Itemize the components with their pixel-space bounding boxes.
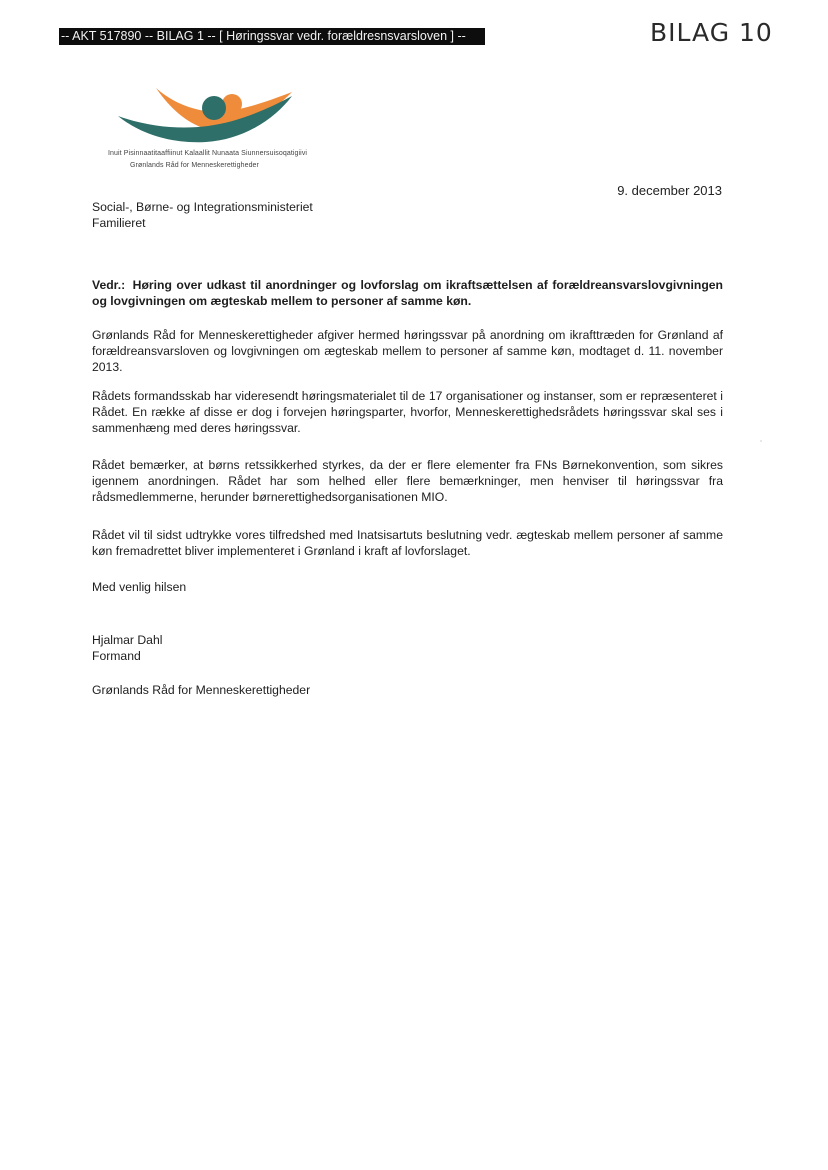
scan-speck bbox=[760, 440, 762, 442]
closing-greeting: Med venlig hilsen bbox=[92, 580, 187, 594]
subject-label: Vedr.: bbox=[92, 278, 126, 292]
signer-title: Formand bbox=[92, 649, 141, 663]
organization-name-greenlandic: Inuit Pisinnaatitaaffiinut Kalaallit Nunaata Siunnersuisoqatigiivi bbox=[108, 150, 308, 157]
signature-block bbox=[92, 632, 723, 664]
recipient-block bbox=[92, 199, 723, 231]
signer-name: Hjalmar Dahl bbox=[92, 633, 163, 647]
paragraph-intro: Grønlands Råd for Menneskerettigheder afgiver hermed høringssvar på anordning om ikrafttræden for Grønland af forældreansvarsloven og lovgivningen om ægteskab mellem to personer af samme køn, modtaget d. 11. november 2013. bbox=[92, 328, 723, 374]
paragraph-remarks: Rådet bemærker, at børns retssikkerhed styrkes, da der er flere elementer fra FNs Børnekonvention, som sikres igennem anordningen. Rådet har som helhed eller flere bemærkninger, men henviser til høringssvar fra rådsmedlemmerne, herunder børnerettighedsorganisationen MIO. bbox=[92, 458, 723, 504]
organization-name-danish: Grønlands Råd for Menneskerettigheder bbox=[130, 162, 259, 169]
letter-date: 9. december 2013 bbox=[617, 183, 722, 198]
two-figures-logo-icon bbox=[116, 86, 296, 144]
paragraph-satisfaction: Rådet vil til sidst udtrykke vores tilfredshed med Inatsisartuts beslutning vedr. ægteskab mellem personer af samme køn fremadrettet bliver implementeret i Grønland i kraft af lovforslaget. bbox=[92, 528, 723, 558]
subject-line bbox=[92, 277, 723, 309]
signer-organization: Grønlands Råd for Menneskerettigheder bbox=[92, 683, 311, 697]
recipient-ministry: Social-, Børne- og Integrationsministeriet bbox=[92, 200, 313, 214]
document-reference-banner: -- AKT 517890 -- BILAG 1 -- [ Høringssvar vedr. forældresnsvarsloven ] -- bbox=[59, 28, 485, 45]
recipient-department: Familieret bbox=[92, 216, 146, 230]
subject-text: Høring over udkast til anordninger og lovforslag om ikraftsættelsen af forældreansvarslovgivningen og lovgivningen om ægteskab mellem to personer af samme køn. bbox=[92, 278, 723, 308]
attachment-stamp: BILAG 10 bbox=[650, 18, 773, 47]
paragraph-forwarding: Rådets formandsskab har videresendt høringsmaterialet til de 17 organisationer og instanser, som er repræsenteret i Rådet. En række af disse er dog i forvejen høringsparter, hvorfor, Menneskerettighedsrådets høringssvar skal ses i sammenhæng med deres høringssvar. bbox=[92, 389, 723, 435]
